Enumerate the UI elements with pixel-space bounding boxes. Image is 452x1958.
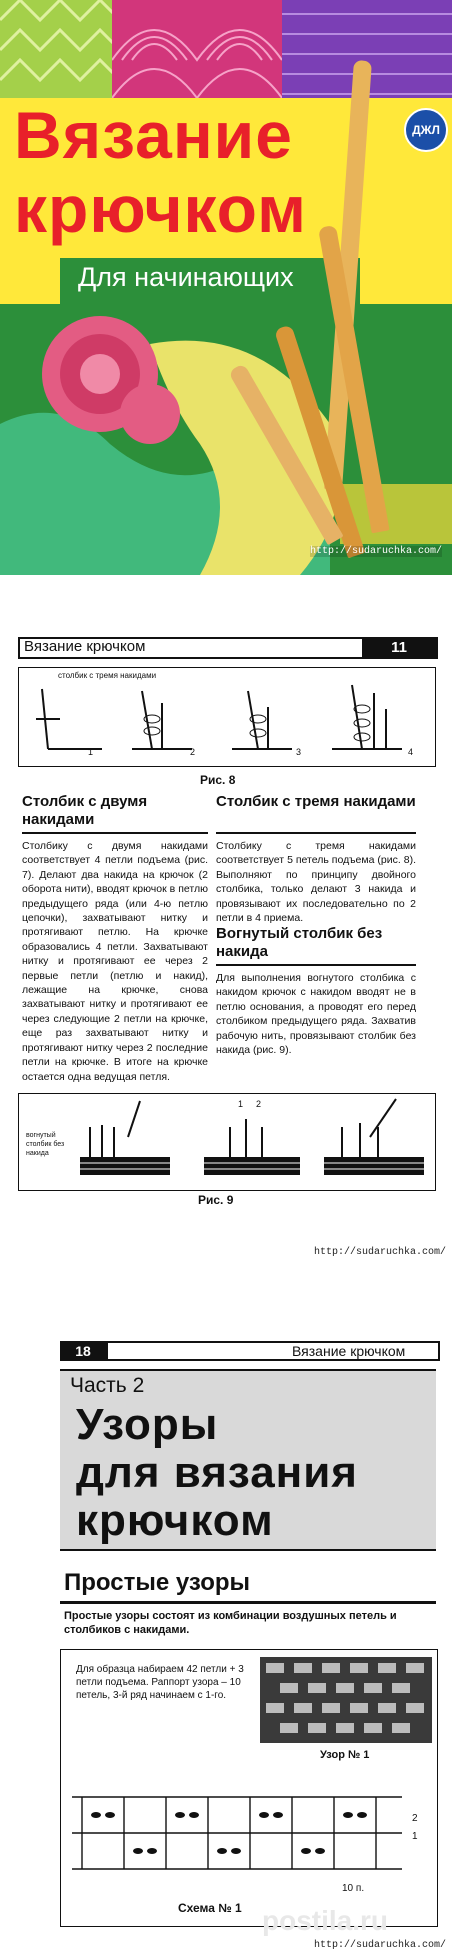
page11-watermark[interactable]: http://sudaruchka.com/ (314, 1247, 447, 1258)
cover-title-line1: Вязание (14, 98, 293, 172)
scheme-row-1-label: 1 (412, 1831, 418, 1842)
part-title-line3: крючком (76, 1496, 274, 1545)
page18-header-title: Вязание крючком (292, 1343, 406, 1359)
sample-instructions: Для образца набираем 42 петли + 3 петли подъема. Раппорт узора – 10 петель, 3-й ряд начинаем с 1-го. (76, 1664, 244, 1701)
fig8-step-2: 2 (190, 747, 196, 757)
left-heading: Столбик с двумя накидами (22, 793, 148, 828)
fig8-step-4: 4 (408, 747, 414, 757)
part-title-line2: для вязания (76, 1448, 358, 1497)
right-heading-1: Столбик с тремя накидами (216, 793, 416, 810)
fig9-label: вогнутый столбик без накида (26, 1132, 65, 1157)
cover-page (0, 0, 452, 575)
fig9-step-1: 1 (238, 1099, 244, 1109)
scheme-caption: Схема № 1 (178, 1901, 242, 1915)
left-heading-rule (22, 832, 208, 834)
pink-fan-pattern (112, 0, 282, 98)
cover-title-line2: крючком (14, 172, 307, 246)
pattern-photo-mesh (260, 1657, 432, 1743)
scheme-row-2-label: 2 (412, 1813, 418, 1824)
section-intro: Простые узоры состоят из комбинации воздушных петель и столбиков с накидами. (64, 1610, 397, 1636)
part-label: Часть 2 (70, 1374, 145, 1397)
right-heading-2: Вогнутый столбик без накида (216, 925, 383, 960)
cover-subtitle: Для начинающих (78, 262, 294, 292)
page-11 (0, 575, 452, 1265)
page11-page-number: 11 (362, 637, 436, 659)
right-heading-1-rule (216, 832, 416, 834)
page-18 (0, 1265, 452, 1958)
right-body-text-1: Столбику с тремя накидами соответствует 5 петель подъема (рис. 8). Выполняют по принципу двойного столбика, только делают 3 накида и провязывают их последовательно по 2 петли в 4 приема. (216, 840, 416, 925)
cover-crochet-art (0, 304, 452, 575)
right-body-text-2: Для выполнения вогнутого столбика с накидом крючок с накидом вводят не в петлю основания, а проводят его перед столбиком предыдущего ряда. Захватив рабочую нить, провязывают столбик без накида (рис. 9). (216, 972, 416, 1057)
pattern-photo (260, 1657, 432, 1743)
part-title-line1: Узоры (76, 1400, 219, 1449)
pattern-caption: Узор № 1 (320, 1749, 370, 1761)
fig9-step-2: 2 (256, 1099, 262, 1109)
pink-swatch (112, 0, 282, 98)
fig9-caption: Рис. 9 (198, 1193, 234, 1207)
green-swatch (0, 0, 112, 98)
fig8-caption: Рис. 8 (200, 773, 236, 787)
fig8-label: столбик с тремя накидами (58, 671, 157, 680)
green-lace-pattern (0, 0, 112, 98)
scheme-repeat-label: 10 п. (342, 1883, 365, 1894)
fig9-diagram (80, 1097, 430, 1185)
fig8-step-1: 1 (88, 747, 94, 757)
cover-watermark[interactable]: http://sudaruchka.com/ (310, 546, 443, 557)
left-body-text: Столбику с двумя накидами соответствует 4 петли подъема (рис. 7). Делают два накида на крючок (2 оборота нити), вводят крючок в петлю предыдущего ряда (или 4-ю петлю цепочки), захватывают нитку и протягивают петлю. На крючке образовались 4 петли. Захватывают нитку и протягивают ее через 2 первые петли (петлю и накид), лежащие на крючке, снова захватывают нитку и протягивают ее через следующие 2 петли на крючке, еще раз захватывают нитку и протягивают нитку через 2 последние петли на крючке. В итоге на крючке остается одна ведущая петля. (22, 840, 208, 1083)
page11-header-title: Вязание крючком (24, 638, 146, 655)
section-heading: Простые узоры (64, 1569, 251, 1596)
crochet-scheme (72, 1769, 402, 1879)
publisher-badge: ДЖЛ (404, 108, 448, 152)
page18-page-number: 18 (60, 1341, 106, 1361)
right-heading-2-rule (216, 964, 416, 966)
section-rule (60, 1601, 436, 1604)
fig8-diagram (22, 679, 432, 763)
postila-logo: postila.ru (262, 1905, 389, 1936)
fig8-step-3: 3 (296, 747, 302, 757)
page18-watermark[interactable]: http://sudaruchka.com/ (314, 1940, 447, 1951)
